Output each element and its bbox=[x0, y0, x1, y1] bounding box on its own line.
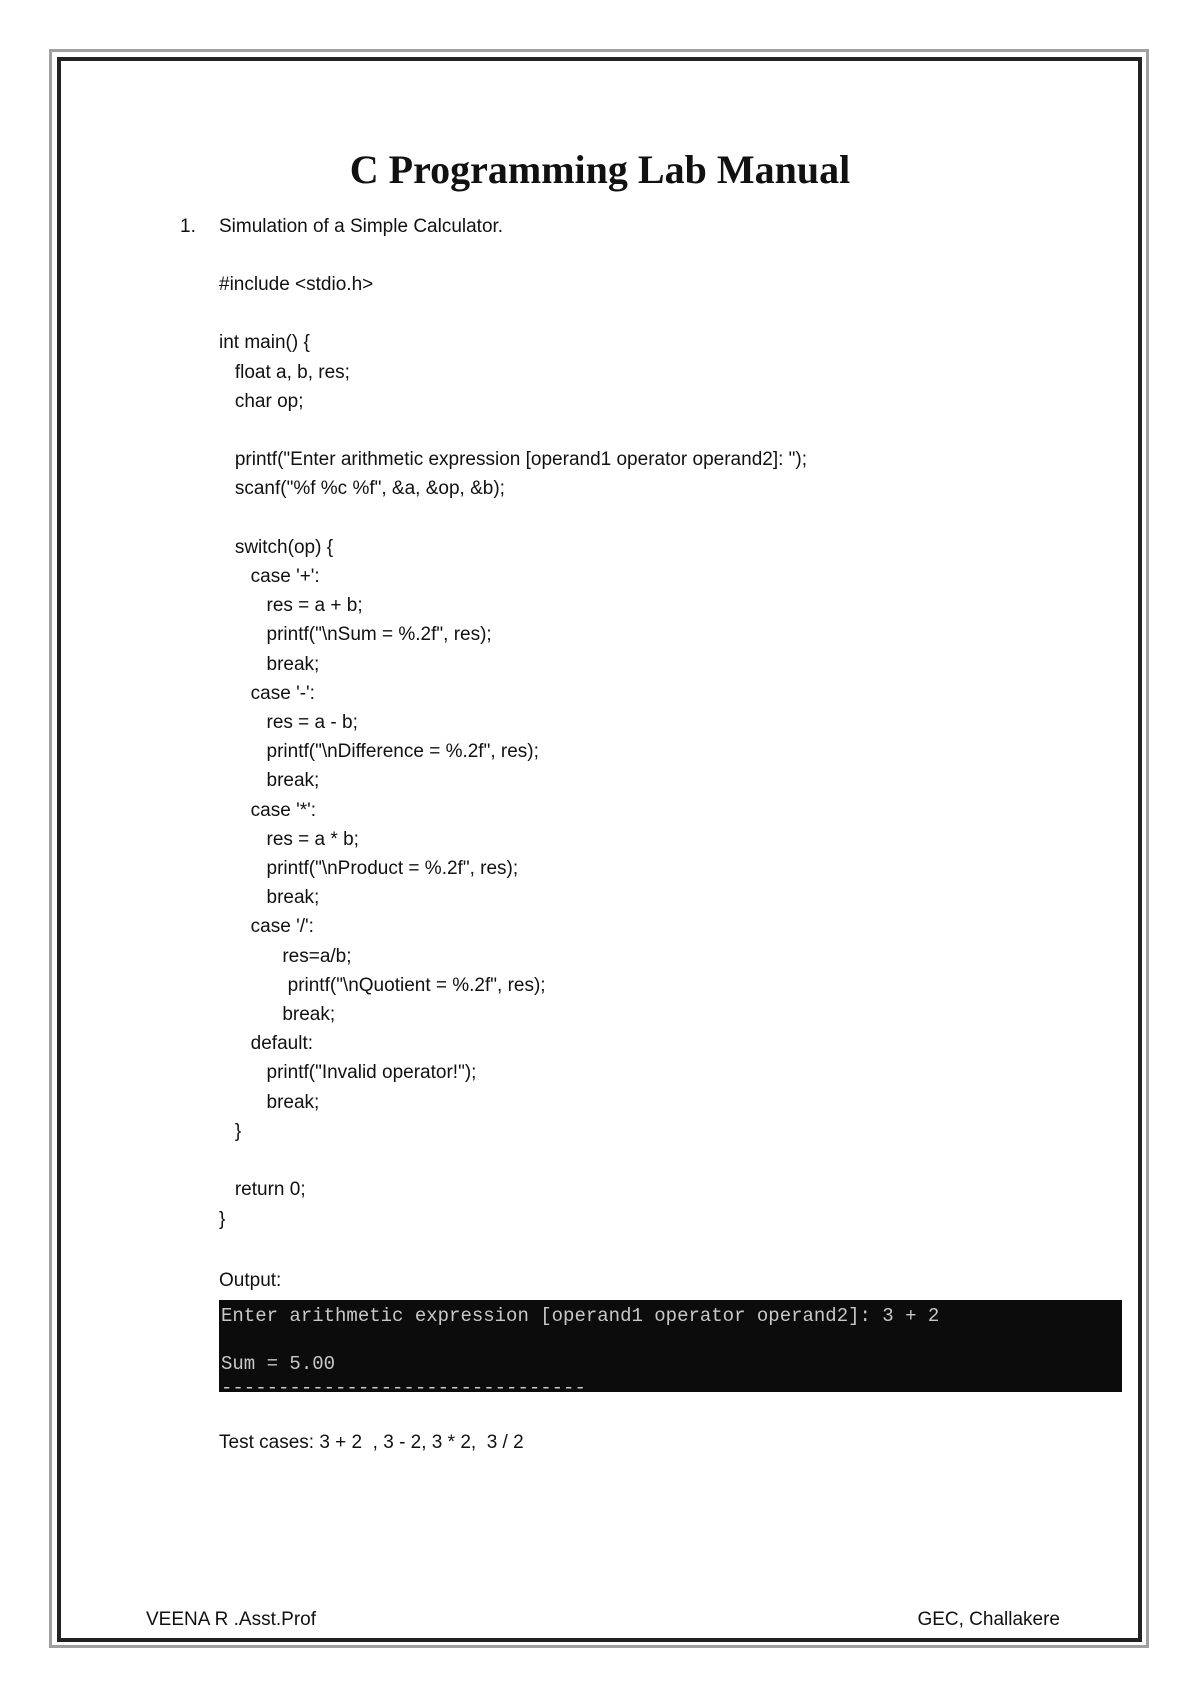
console-prompt-line: Enter arithmetic expression [operand1 operator operand2]: 3 + 2 bbox=[221, 1305, 940, 1327]
program-number: 1. bbox=[180, 216, 196, 237]
footer-author: VEENA R .Asst.Prof bbox=[146, 1609, 316, 1630]
console-blank-line bbox=[221, 1328, 1122, 1352]
test-cases: Test cases: 3 + 2 , 3 - 2, 3 * 2, 3 / 2 bbox=[219, 1432, 524, 1453]
page-title: C Programming Lab Manual bbox=[349, 147, 851, 192]
console-result-line: Sum = 5.00 bbox=[221, 1353, 336, 1375]
program-heading: Simulation of a Simple Calculator. bbox=[219, 216, 504, 237]
output-label: Output: bbox=[219, 1270, 282, 1291]
footer-institution: GEC, Challakere bbox=[917, 1609, 1060, 1630]
console-output bbox=[219, 1300, 1122, 1392]
console-separator-line: -------------------------------- bbox=[221, 1377, 586, 1392]
source-code: #include <stdio.h> int main() { float a, b, res; char op; printf("Enter arithmetic expression [operand1 operator operand2]: "); scanf("%f %c %f", &a, &op, &b); switch(op) { case '+': res = a + b; printf("\nSum = %.2f", res); break; case '-': res = a - b; printf("\nDifference = %.2f", res); break; case '*': res = a * b; printf("\nProduct = %.2f", res); break; case '/': res=a/b; printf("\nQuotient = %.2f", res); break; default: printf("Invalid operator!"); break; } return 0; } bbox=[219, 274, 808, 1230]
